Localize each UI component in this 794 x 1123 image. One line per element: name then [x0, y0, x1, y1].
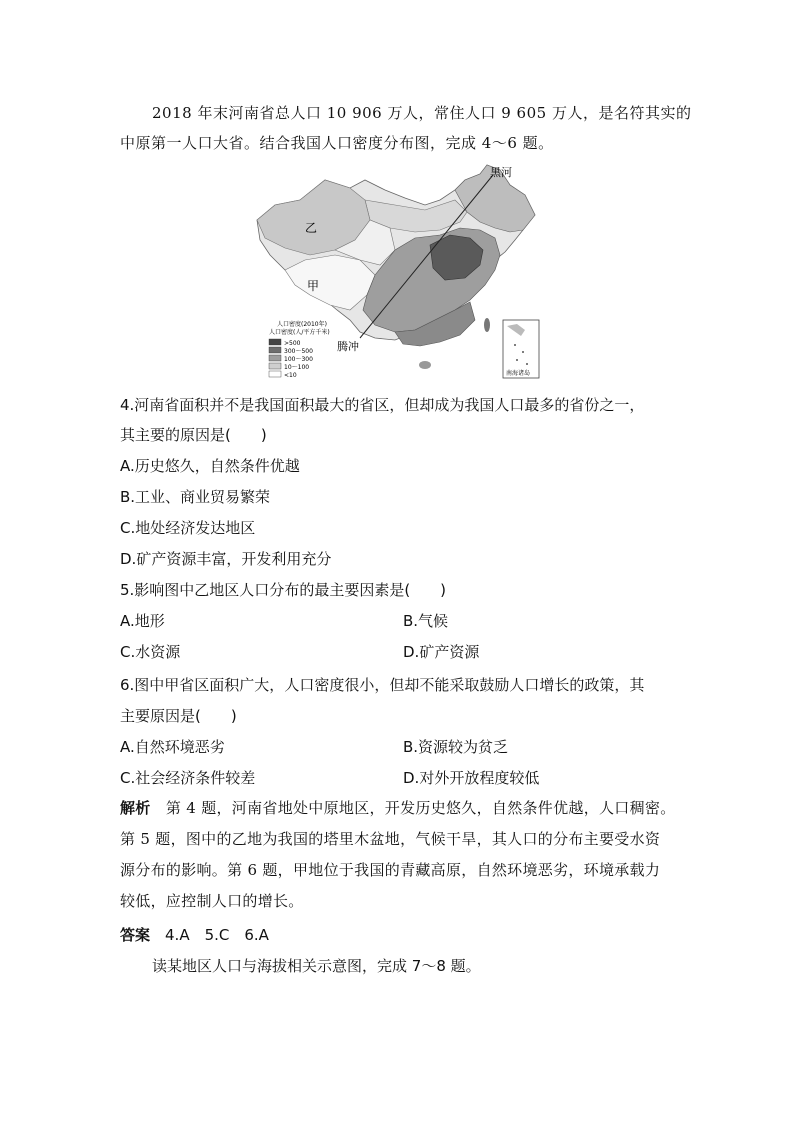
label-jia: 甲 — [307, 279, 320, 293]
answer-label: 答案 — [120, 926, 151, 944]
next-intro: 读某地区人口与海拔相关示意图，完成 7～8 题。 — [152, 957, 481, 975]
analysis-line-1 — [120, 798, 676, 818]
analysis-line-2: 第 5 题，图中的乙地为我国的塔里木盆地，气候干旱，其人口的分布主要受水资 — [120, 830, 661, 848]
intro-line-1: 2018 年末河南省总人口 10 906 万人，常住人口 9 605 万人，是名符其实的 — [152, 104, 692, 122]
q6-stem-line-2: 主要原因是( ) — [120, 707, 237, 725]
population-density-map — [255, 160, 545, 385]
q6-stem-line-1: 6.图中甲省区面积广大，人口密度很小，但却不能采取鼓励人口增长的政策，其 — [120, 676, 645, 694]
legend-item-1: >500 — [284, 340, 301, 347]
answer-line — [120, 925, 269, 945]
legend-item-3: 100～300 — [284, 356, 313, 363]
q4-option-a: A.历史悠久，自然条件优越 — [120, 457, 300, 475]
south-china-sea-inset — [503, 320, 539, 378]
q6-option-b: B.资源较为贫乏 — [403, 738, 509, 756]
legend-item-2: 300～500 — [284, 348, 313, 355]
q4-stem-line-1: 4.河南省面积并不是我国面积最大的省区，但却成为我国人口最多的省份之一， — [120, 396, 645, 414]
label-tengchong: 腾冲 — [337, 340, 359, 353]
q6-option-a: A.自然环境恶劣 — [120, 738, 225, 756]
map-region-hainan — [419, 361, 431, 369]
q4-stem-line-2: 其主要的原因是( ) — [120, 426, 267, 444]
q6-option-d: D.对外开放程度较低 — [403, 769, 540, 787]
legend-title-2: 人口密度(人/平方千米) — [269, 329, 330, 336]
analysis-label: 解析 — [120, 799, 151, 817]
q4-option-c: C.地处经济发达地区 — [120, 519, 256, 537]
q5-option-c: C.水资源 — [120, 643, 181, 661]
answer-text: 4.A 5.C 6.A — [150, 926, 269, 944]
legend-item-5: <10 — [284, 372, 297, 379]
q5-option-a: A.地形 — [120, 612, 165, 630]
legend-item-4: 10～100 — [284, 364, 310, 371]
inset-label: 南海诸岛 — [506, 370, 531, 377]
analysis-text-1: 第 4 题，河南省地处中原地区，开发历史悠久，自然条件优越，人口稠密。 — [150, 799, 676, 817]
map-region-taiwan — [484, 318, 490, 332]
q5-option-d: D.矿产资源 — [403, 643, 480, 661]
q4-option-b: B.工业、商业贸易繁荣 — [120, 488, 271, 506]
q5-stem: 5.影响图中乙地区人口分布的最主要因素是( ) — [120, 581, 447, 599]
legend-title-1: 人口密度(2010年) — [277, 321, 327, 328]
q5-option-b: B.气候 — [403, 612, 449, 630]
analysis-line-4: 较低，应控制人口的增长。 — [120, 892, 304, 910]
map-legend — [269, 320, 330, 379]
label-heihe: 黑河 — [490, 166, 512, 179]
analysis-line-3: 源分布的影响。第 6 题，甲地位于我国的青藏高原，自然环境恶劣，环境承载力 — [120, 861, 661, 879]
q4-option-d: D.矿产资源丰富，开发利用充分 — [120, 550, 332, 568]
q6-option-c: C.社会经济条件较差 — [120, 769, 256, 787]
intro-line-2: 中原第一人口大省。结合我国人口密度分布图，完成 4～6 题。 — [120, 134, 554, 152]
label-yi: 乙 — [305, 221, 318, 235]
